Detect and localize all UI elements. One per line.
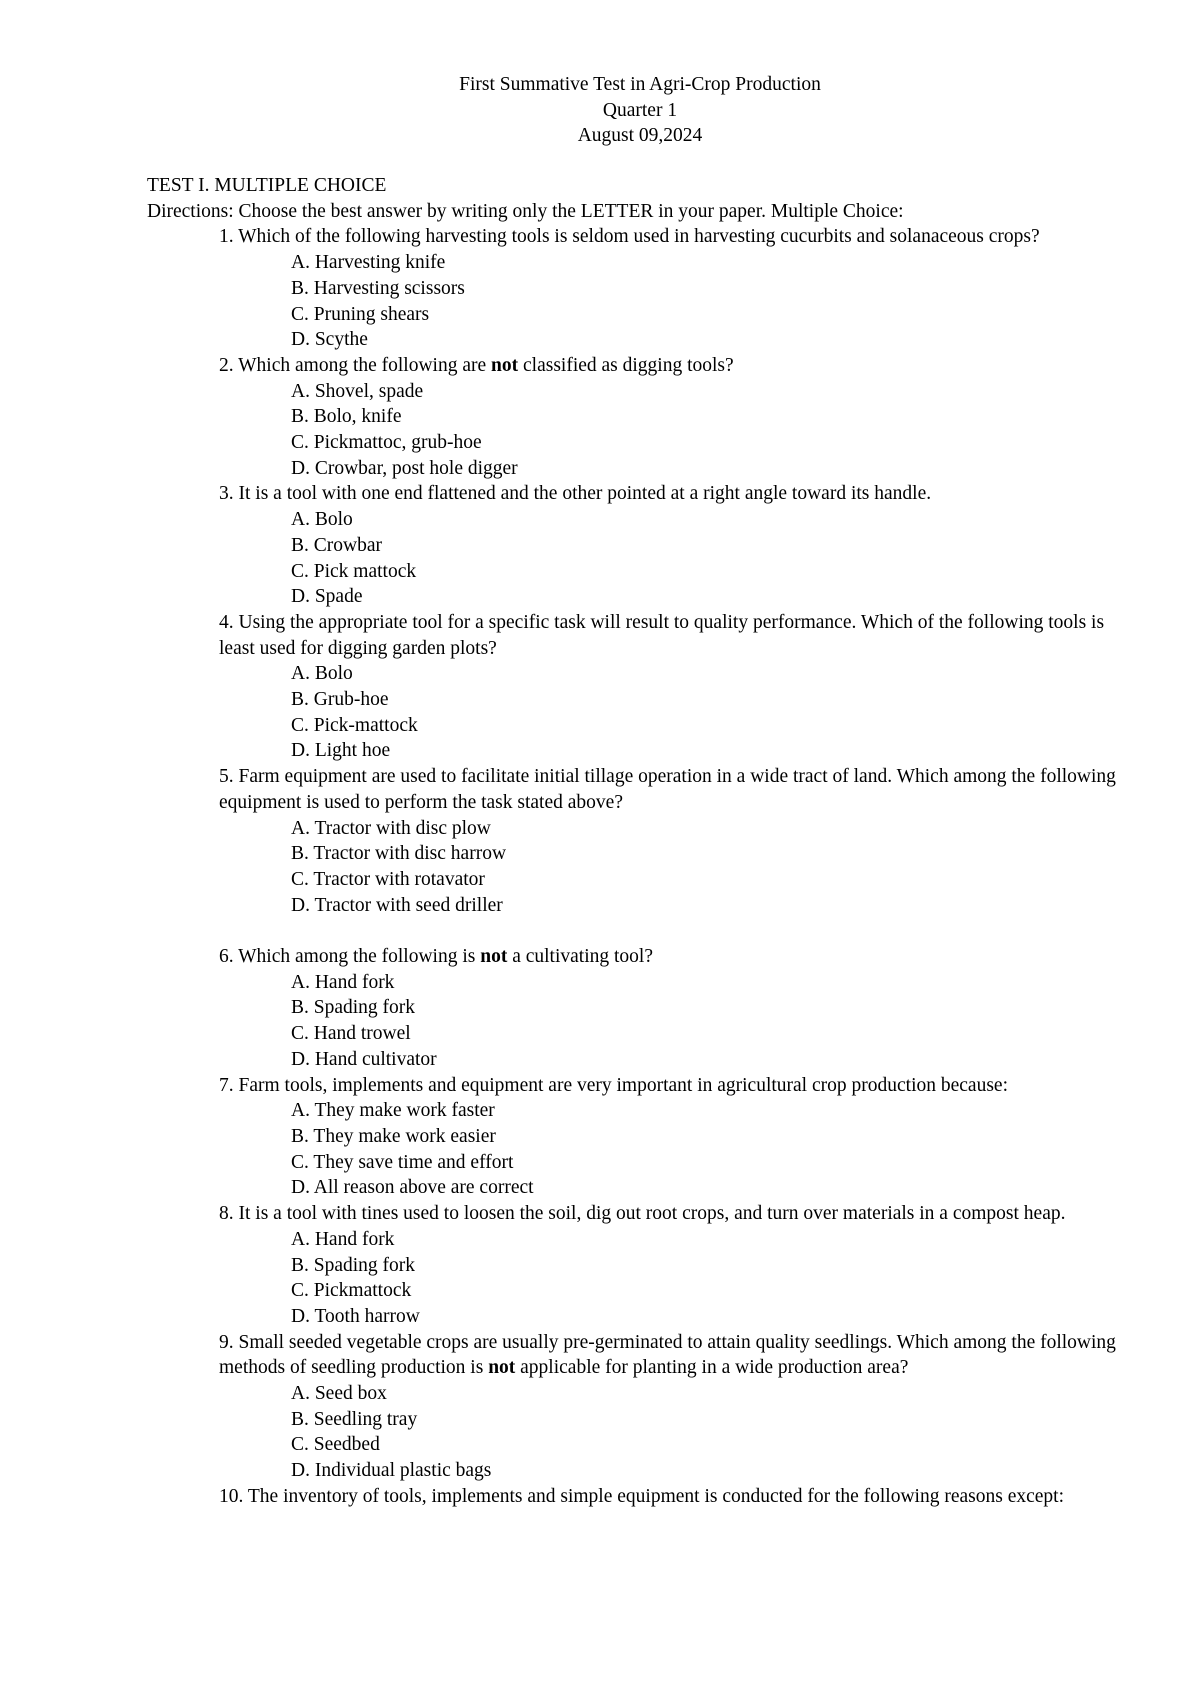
- choice-option: D. Tooth harrow: [291, 1305, 420, 1327]
- question-emphasis: not: [491, 354, 519, 376]
- choice-option: D. Crowbar, post hole digger: [291, 457, 518, 479]
- choice-option: D. Hand cultivator: [291, 1048, 437, 1070]
- choice-list: [291, 970, 1137, 1073]
- question-text: [219, 1073, 1137, 1099]
- document-header: [0, 72, 1200, 149]
- choice-option: A. Bolo: [291, 509, 353, 531]
- choice-list: [291, 379, 1137, 482]
- question-text: [219, 764, 1137, 815]
- choice-list: [291, 507, 1137, 610]
- choice-option: B. They make work easier: [291, 1126, 496, 1147]
- choice-option: B. Spading fork: [291, 1254, 416, 1276]
- choice-list: [291, 661, 1137, 764]
- question-item: [219, 1484, 1137, 1510]
- choice-option: C. Pickmattoc, grub-hoe: [291, 432, 482, 454]
- choice-option: C. Pick-mattock: [291, 714, 418, 736]
- question-item: [219, 1073, 1137, 1202]
- choice-option: A. Hand fork: [291, 971, 395, 993]
- question-text: [219, 610, 1137, 661]
- question-item: [219, 610, 1137, 764]
- question-text: [219, 944, 1137, 970]
- choice-option: B. Bolo, knife: [291, 406, 402, 428]
- question-text: [219, 1330, 1137, 1381]
- question-text-part: a cultivating tool?: [507, 946, 653, 968]
- choice-option: C. Tractor with rotavator: [291, 868, 485, 890]
- choice-list: [291, 1227, 1137, 1330]
- choice-option: A. Tractor with disc plow: [291, 817, 491, 839]
- test-directions: Directions: Choose the best answer by writing only the LETTER in your paper. Multiple Choice:: [147, 200, 904, 222]
- choice-option: B. Grub-hoe: [291, 689, 389, 711]
- choice-option: C. Seedbed: [291, 1434, 380, 1456]
- choice-option: B. Crowbar: [291, 534, 382, 556]
- choice-option: C. Pickmattock: [291, 1280, 412, 1302]
- choice-option: D. Scythe: [291, 329, 368, 351]
- question-item: [219, 353, 1137, 482]
- choice-option: C. They save time and effort: [291, 1151, 514, 1173]
- choice-list: [291, 250, 1137, 353]
- choice-option: B. Seedling tray: [291, 1408, 418, 1430]
- question-text: [219, 1201, 1137, 1227]
- choice-option: D. All reason above are correct: [291, 1177, 534, 1199]
- question-text-part: 1. Which of the following harvesting tools is seldom used in harvesting cucurbits and solanaceous crops?: [219, 226, 1040, 248]
- test-section-title: TEST I. MULTIPLE CHOICE: [147, 175, 387, 196]
- question-text-part: 6. Which among the following is: [219, 946, 481, 968]
- choice-option: C. Pick mattock: [291, 560, 417, 582]
- choice-list: [291, 816, 1137, 919]
- question-text-part: classified as digging tools?: [518, 354, 734, 376]
- choice-option: B. Harvesting scissors: [291, 277, 465, 299]
- choice-option: C. Pruning shears: [291, 303, 430, 325]
- choice-option: C. Hand trowel: [291, 1023, 411, 1045]
- question-emphasis: not: [480, 946, 508, 968]
- question-text: [219, 481, 1137, 507]
- question-item: [219, 1330, 1137, 1484]
- document-title: First Summative Test in Agri-Crop Production: [459, 74, 821, 95]
- question-text-part: applicable for planting in a wide production area?: [515, 1357, 909, 1379]
- question-item: [219, 1201, 1137, 1330]
- choice-option: A. Shovel, spade: [291, 380, 424, 402]
- question-text-part: 8. It is a tool with tines used to loosen the soil, dig out root crops, and turn over materials in a compost heap.: [219, 1203, 1066, 1225]
- choice-option: A. Hand fork: [291, 1228, 395, 1250]
- question-text-part: 4. Using the appropriate tool for a specific task will result to quality performance. Which of the following tools is least used for digging garden plots?: [219, 611, 1105, 659]
- question-emphasis: not: [488, 1357, 516, 1379]
- choice-list: [291, 1381, 1137, 1484]
- question-text-part: 7. Farm tools, implements and equipment are very important in agricultural crop production because:: [219, 1074, 1008, 1096]
- choice-option: D. Individual plastic bags: [291, 1460, 492, 1482]
- choice-option: A. Harvesting knife: [291, 252, 446, 274]
- question-text: [219, 1484, 1137, 1510]
- choice-option: B. Spading fork: [291, 997, 416, 1019]
- question-text-part: 10. The inventory of tools, implements and simple equipment is conducted for the following reasons except:: [219, 1485, 1065, 1507]
- question-text-part: 5. Farm equipment are used to facilitate initial tillage operation in a wide tract of land. Which among the following equipment is used to perform the task stated above?: [219, 766, 1116, 813]
- choice-option: D. Light hoe: [291, 740, 391, 762]
- question-item: [219, 944, 1137, 1073]
- choice-option: A. Bolo: [291, 663, 353, 685]
- choice-list: [291, 1098, 1137, 1201]
- choice-option: A. They make work faster: [291, 1100, 495, 1122]
- question-text-part: 3. It is a tool with one end flattened and the other pointed at a right angle toward its handle.: [219, 483, 932, 505]
- choice-option: D. Tractor with seed driller: [291, 894, 503, 916]
- question-text-part: 9. Small seeded vegetable crops are usually pre-germinated to attain quality seedlings. Which among the following methods of seedling production is: [219, 1331, 1116, 1379]
- blank-line: [147, 918, 1137, 944]
- question-text-part: 2. Which among the following are: [219, 354, 492, 376]
- question-item: [219, 224, 1137, 353]
- choice-option: D. Spade: [291, 586, 363, 608]
- question-item: [219, 481, 1137, 610]
- choice-option: A. Seed box: [291, 1383, 387, 1405]
- quarter-label: Quarter 1: [602, 99, 678, 121]
- question-list: [147, 224, 1137, 1509]
- choice-option: B. Tractor with disc harrow: [291, 843, 507, 865]
- test-date: August 09,2024: [577, 125, 703, 146]
- question-item: [219, 764, 1137, 918]
- question-text: [219, 224, 1137, 250]
- test-body: [147, 173, 1137, 1510]
- question-text: [219, 353, 1137, 379]
